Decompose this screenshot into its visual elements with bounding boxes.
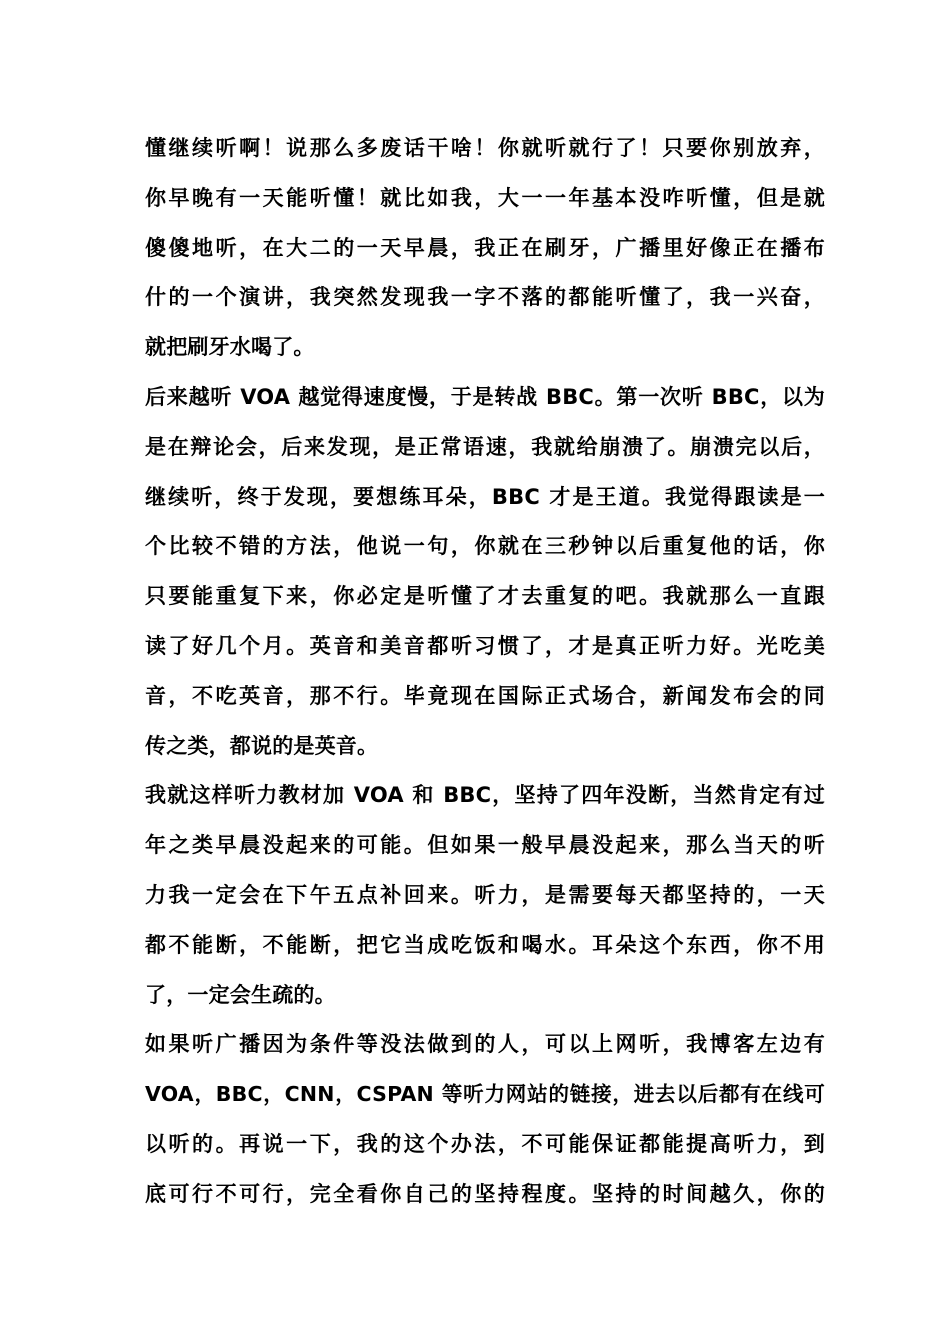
text-line: 如果听广播因为条件等没法做到的人，可以上网听，我博客左边有 [145,1032,825,1057]
text-line: 是在辩论会，后来发现，是正常语速，我就给崩溃了。崩溃完以后， [145,434,825,459]
text-line: 你早晚有一天能听懂！就比如我，大一一年基本没咋听懂，但是就 [145,185,825,210]
text-line: 就把刷牙水喝了。 [145,335,315,360]
text-line: 继续听，终于发现，要想练耳朵，BBC 才是王道。我觉得跟读是一 [145,484,825,509]
text-line: 后来越听 VOA 越觉得速度慢，于是转战 BBC。第一次听 BBC，以为 [145,384,825,409]
text-line: 只要能重复下来，你必定是听懂了才去重复的吧。我就那么一直跟 [145,584,825,609]
text-line: 传之类，都说的是英音。 [145,733,379,758]
document-body [145,124,825,1220]
text-line: 年之类早晨没起来的可能。但如果一般早晨没起来，那么当天的听 [145,833,825,858]
text-line: 傻傻地听，在大二的一天早晨，我正在刷牙，广播里好像正在播布 [145,235,825,260]
text-line: 音，不吃英音，那不行。毕竟现在国际正式场合，新闻发布会的同 [145,683,825,708]
text-line: 了，一定会生疏的。 [145,982,336,1007]
text-line: 读了好几个月。英音和美音都听习惯了，才是真正听力好。光吃美 [145,633,825,658]
text-line: VOA，BBC，CNN，CSPAN 等听力网站的链接，进去以后都有在线可 [145,1082,825,1107]
text-line: 什的一个演讲，我突然发现我一字不落的都能听懂了，我一兴奋， [145,285,825,310]
text-line: 懂继续听啊！说那么多废话干啥！你就听就行了！只要你别放弃， [145,136,825,160]
text-line: 个比较不错的方法，他说一句，你就在三秒钟以后重复他的话，你 [145,534,825,559]
text-line: 我就这样听力教材加 VOA 和 BBC，坚持了四年没断，当然肯定有过 [145,783,825,808]
text-line: 力我一定会在下午五点补回来。听力，是需要每天都坚持的，一天 [145,882,825,907]
text-line: 都不能断，不能断，把它当成吃饭和喝水。耳朵这个东西，你不用 [145,932,825,957]
text-line: 底可行不可行，完全看你自己的坚持程度。坚持的时间越久，你的 [145,1181,825,1206]
text-line: 以听的。再说一下，我的这个办法，不可能保证都能提高听力，到 [145,1131,825,1156]
